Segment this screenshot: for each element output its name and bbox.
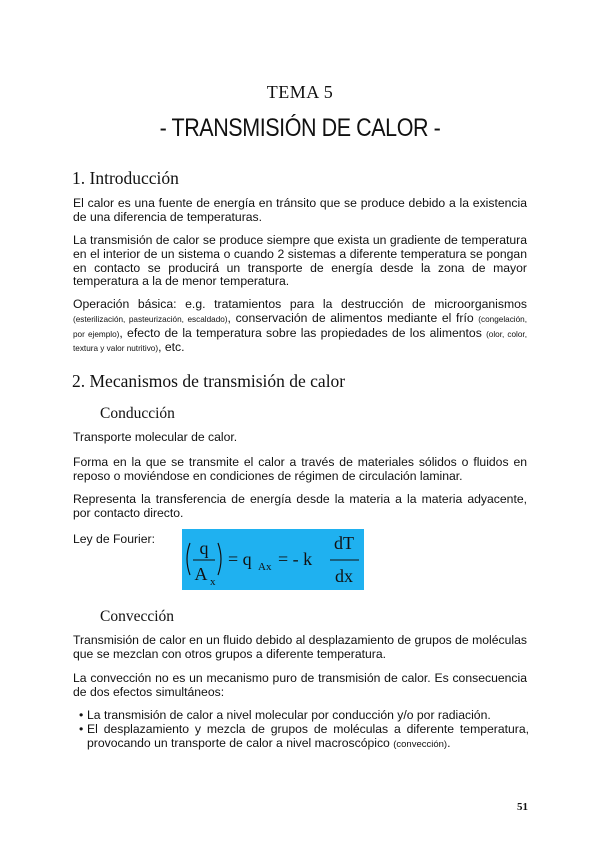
fourier-law-label: Ley de Fourier:	[73, 532, 155, 546]
paragraph: El calor es una fuente de energía en tránsito que se produce debido a la existencia de una diferencia de temperaturas.	[73, 196, 527, 224]
subsection-heading-conduccion: Conducción	[100, 405, 175, 422]
paragraph: Forma en la que se transmite el calor a través de materiales sólidos o fluidos en reposo o moviéndose en condiciones de régimen de circulación laminar.	[73, 455, 527, 483]
small-text: (convección)	[393, 738, 448, 750]
small-text: (congelación, por ejemplo)	[73, 314, 527, 339]
left-paren-shape	[187, 543, 190, 575]
text-run: , efecto de la temperatura sobre las propiedades de los alimentos	[119, 325, 487, 340]
list-item-text: El desplazamiento y mezcla de grupos de moléculas a diferente temperatura, provocando un transporte de calor a nivel macroscópico	[87, 721, 529, 750]
equals-q: = q	[228, 549, 252, 569]
formula-graphic	[182, 529, 364, 590]
text-run: .	[447, 735, 451, 750]
list-item	[79, 723, 529, 752]
fourier-law-formula	[182, 529, 364, 590]
bullet-symbol: •	[79, 721, 84, 736]
equals-minus-k: = - k	[278, 549, 313, 569]
paragraph: Transporte molecular de calor.	[73, 430, 238, 444]
chapter-title: - TRANSMISIÓN DE CALOR -	[159, 114, 441, 142]
text-run: Operación básica: e.g. tratamientos para la destrucción de microorganismos	[73, 297, 527, 311]
chapter-label: TEMA 5	[266, 82, 334, 102]
paragraph: La transmisión de calor se produce siempre que exista un gradiente de temperatura en el interior de un sistema o cuando 2 sistemas a diferente temperatura se pongan en contacto se producirá un transporte de energía desde la zona de mayor temperatura a la de menor temperatura.	[73, 233, 527, 289]
small-text: (olor, color, textura y valor nutritivo)	[73, 329, 527, 354]
page-number: 51	[517, 801, 528, 813]
small-text: (esterilización, pasteurización, escaldado)	[73, 314, 228, 324]
paragraph: Transmisión de calor en un fluido debido al desplazamiento de grupos de moléculas que se mezclan con otros grupos a diferente temperatura.	[73, 633, 527, 661]
denominator-a: A	[194, 564, 208, 584]
paragraph: Representa la transferencia de energía desde la materia a la materia adyacente, por contacto directo.	[73, 492, 527, 520]
section-heading-mecanismos: 2. Mecanismos de transmisión de calor	[72, 371, 346, 391]
bullet-list	[79, 709, 529, 751]
subscript-x: x	[210, 576, 216, 588]
paragraph: La convección no es un mecanismo puro de transmisión de calor. Es consecuencia de dos efectos simultáneos:	[73, 671, 527, 699]
section-heading-introduccion: 1. Introducción	[72, 168, 179, 188]
bullet-symbol: •	[79, 708, 84, 722]
subscript-ax: Ax	[258, 561, 272, 573]
subsection-heading-conveccion: Convección	[100, 608, 175, 625]
numerator-q: q	[199, 538, 209, 558]
denominator-dx: dx	[335, 566, 353, 586]
paragraph-operacion-basica	[73, 298, 527, 356]
numerator-dt: dT	[334, 533, 354, 553]
right-paren-shape	[218, 543, 221, 575]
text-run: , etc.	[158, 340, 185, 355]
list-item-text: La transmisión de calor a nivel molecular por conducción y/o por radiación.	[87, 708, 491, 722]
text-run: , conservación de alimentos mediante el frío	[227, 310, 479, 325]
list-item	[79, 709, 529, 723]
